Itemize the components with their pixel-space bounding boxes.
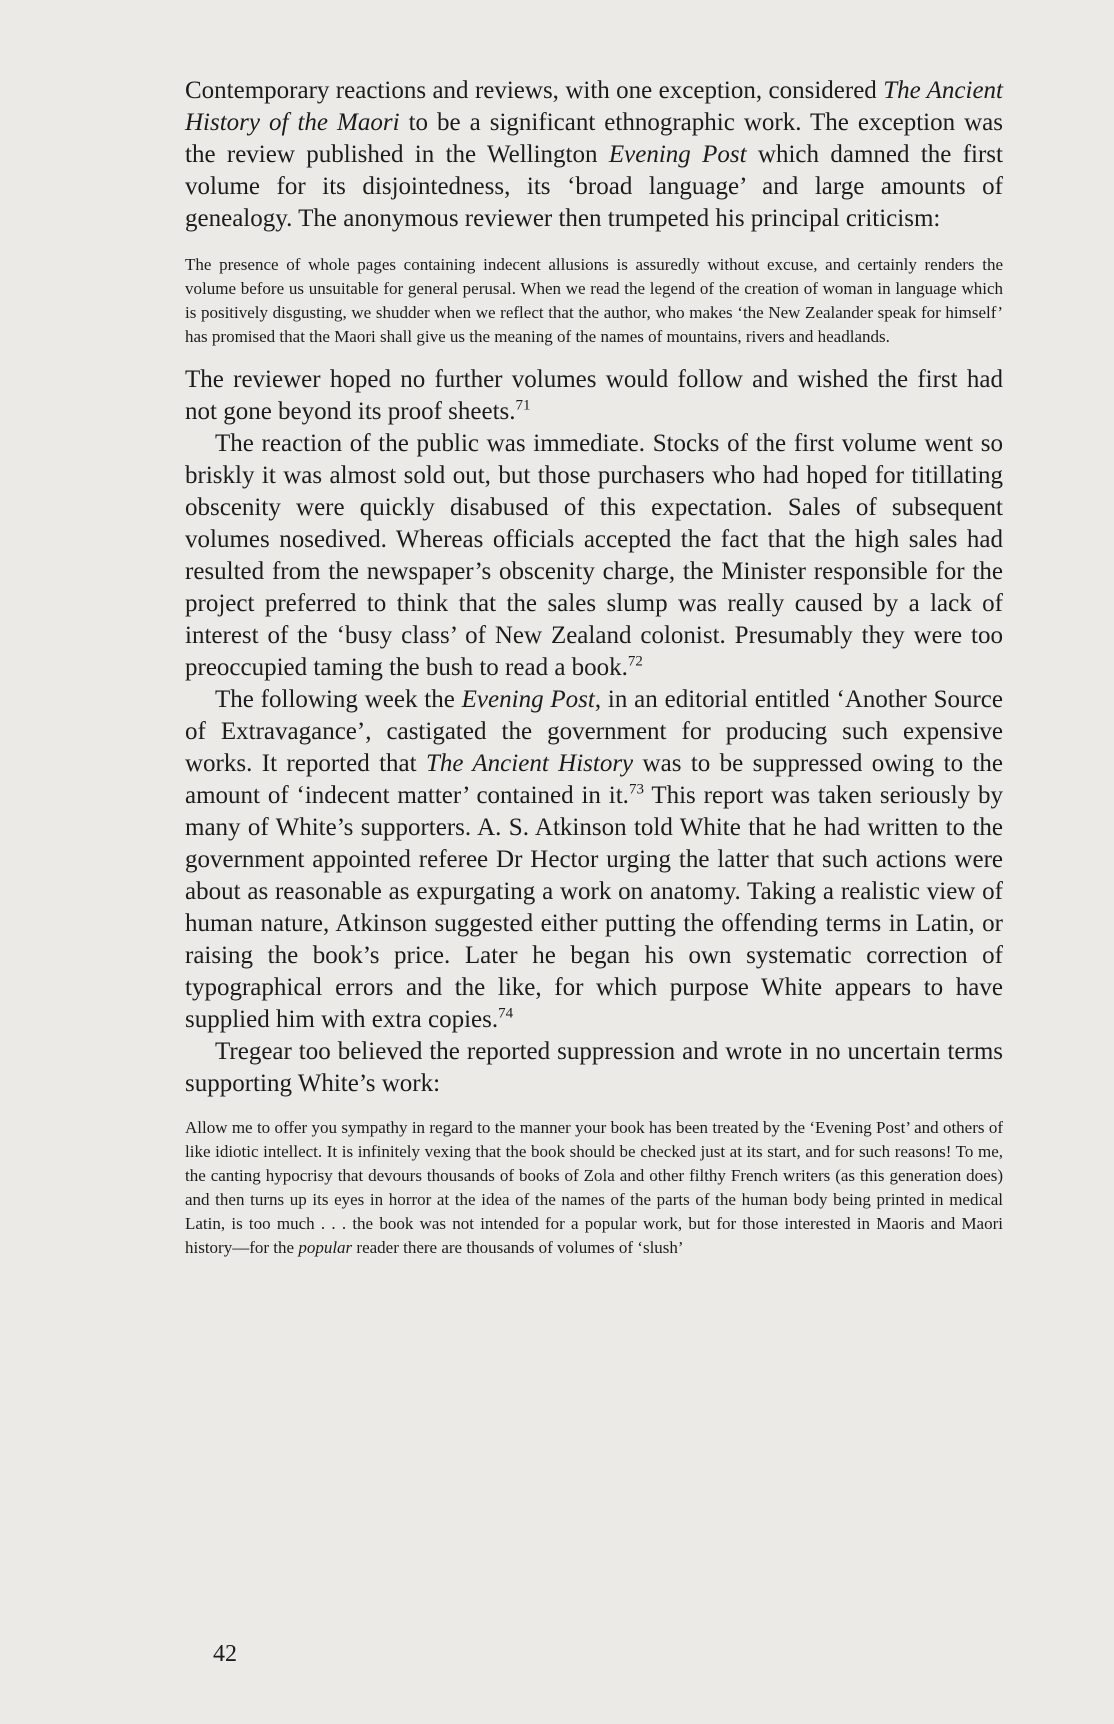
- text-block: [185, 75, 1003, 1260]
- text-run: reader there are thousands of volumes of ‘slush’: [352, 1238, 684, 1257]
- footnote-ref: 71: [515, 397, 531, 414]
- book-title: The Ancient History of the Maori: [185, 77, 1004, 136]
- block-quote-review: The presence of whole pages containing indecent allusions is assuredly without excuse, and certainly renders the volume before us unsuitable for general perusal. When we read the legend of the creation of woman in language which is positively disgusting, we shudder when we reflect that the author, who makes ‘the New Zealander speak for himself’ has promised that the Maori shall give us the meaning of the names of mountains, rivers and headlands.: [185, 255, 1003, 346]
- newspaper-title: Evening Post: [461, 686, 595, 713]
- footnote-ref: 72: [627, 653, 643, 670]
- paragraph-tregear: Tregear too believed the reported suppression and wrote in no uncertain terms supporting White’s work:: [185, 1038, 1003, 1097]
- text-run: , in an editorial entitled ‘Another Source of Extravagance’, castigated the government for producing such expensive works. It reported that: [185, 686, 1003, 777]
- text-run: to be a significant ethnographic work. The exception was the review published in the Wellington: [185, 109, 1003, 168]
- footnote-ref: 74: [498, 1005, 514, 1022]
- paragraph-following-week: [185, 684, 1003, 1036]
- paragraph-reviewer-hoped: [185, 364, 1003, 428]
- text-run: was to be suppressed owing to the amount of ‘indecent matter’ contained in it.: [185, 750, 1003, 809]
- text-run: The reaction of the public was immediate. Stocks of the first volume went so briskly it was almost sold out, but those purchasers who had hoped for titillating obscenity were quickly disabused of this expectation. Sales of subsequent volumes nosedived. Whereas officials accepted the fact that the high sales had resulted from the newspaper’s obscenity charge, the Minister responsible for the project preferred to think that the sales slump was really caused by a lack of interest of the ‘busy class’ of New Zealand colonist. Presumably they were too preoccupied taming the bush to read a book.: [185, 430, 1003, 681]
- paragraph-contemporary-reactions: [185, 75, 1003, 235]
- newspaper-title: Evening Post: [608, 141, 747, 168]
- footnote-ref: 73: [628, 781, 644, 798]
- paragraph-public-reaction: [185, 428, 1003, 684]
- text-run: which damned the first volume for its disjointedness, its ‘broad language’ and large amounts of genealogy. The anonymous reviewer then trumpeted his principal criticism:: [185, 141, 1003, 232]
- emphasis: popular: [298, 1238, 353, 1257]
- book-title: The Ancient History: [425, 750, 634, 777]
- page-number: 42: [213, 1641, 237, 1667]
- text-run: The reviewer hoped no further volumes would follow and wished the first had not gone beyond its proof sheets.: [185, 366, 1003, 425]
- text-run: Contemporary reactions and reviews, with one exception, considered: [185, 77, 884, 104]
- text-run: Allow me to offer you sympathy in regard to the manner your book has been treated by the ‘Evening Post’ and others of like idiotic intellect. It is infinitely vexing that the book should be checked just at its start, and for such reasons! To me, the canting hypocrisy that devours thousands of books of Zola and other filthy French writers (as this generation does) and then turns up its eyes in horror at the idea of the names of the parts of the human body being printed in medical Latin, is too much . . . the book was not intended for a popular work, but for those interested in Maoris and Maori history—for the: [185, 1118, 1003, 1257]
- block-quote-tregear-letter: [185, 1116, 1003, 1260]
- text-run: This report was taken seriously by many of White’s supporters. A. S. Atkinson told White that he had written to the government appointed referee Dr Hector urging the latter that such actions were about as reasonable as expurgating a work on anatomy. Taking a realistic view of human nature, Atkinson suggested either putting the offending terms in Latin, or raising the book’s price. Later he began his own systematic correction of typographical errors and the like, for which purpose White appears to have supplied him with extra copies.: [185, 782, 1003, 1033]
- text-run: The following week the: [215, 686, 462, 713]
